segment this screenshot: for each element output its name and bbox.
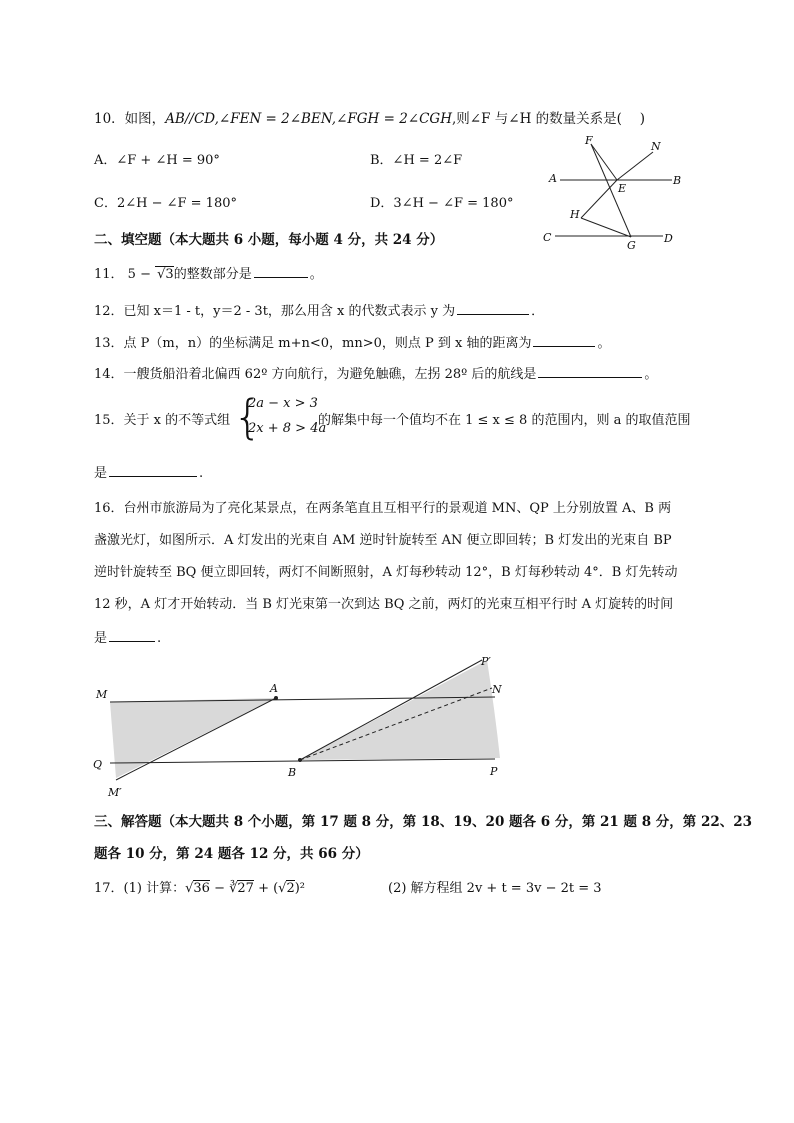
label-f: F [585, 134, 593, 147]
q11-answer-blank[interactable] [254, 276, 308, 278]
q12: 12．已知 x＝1 - t，y＝2 - 3t，那么用含 x 的代数式表示 y 为 ． [94, 304, 545, 319]
label-p: P [490, 765, 498, 778]
q14-answer-blank[interactable] [538, 376, 642, 378]
label-a: A [549, 172, 557, 185]
line-eh [581, 180, 617, 218]
section3-line1: 三、解答题（本大题共 8 个小题，第 17 题 8 分，第 18、19、20 题各 6 分，第 21 题 8 分，第 22、23 [94, 814, 753, 830]
label-b2: B [288, 766, 297, 779]
label-m: M [96, 688, 108, 701]
q16-figure [90, 652, 510, 802]
label-g: G [627, 239, 636, 250]
q14: 14．一艘货船沿着北偏西 62º 方向航行，为避免触礁，左拐 28º 后的航线是 。 [94, 367, 658, 382]
label-a2: A [270, 682, 278, 695]
q12-answer-blank[interactable] [457, 313, 529, 315]
q16-line1: 16．台州市旅游局为了亮化某景点，在两条笔直且互相平行的景观道 MN、QP 上分别放置 A、B 两 [94, 501, 672, 516]
section3-line2: 题各 10 分，第 24 题各 12 分，共 66 分） [94, 846, 369, 862]
line-hg [581, 218, 631, 237]
label-n2: N [492, 683, 502, 696]
q16-line2: 盏激光灯，如图所示．A 灯发出的光束自 AM 逆时针旋转至 AN 便立即回转；B 灯发出的光束自 BP [94, 533, 672, 548]
q15-line1: 2a − x > 3 [248, 396, 318, 411]
q10-figure [540, 128, 690, 250]
q17-part1: 17．(1) 计算：√36 − ∛27 + (√2)² [94, 881, 306, 896]
q13-answer-blank[interactable] [533, 345, 595, 347]
sqrt-sign: √ [185, 881, 194, 896]
q15-brace: { [233, 390, 263, 444]
label-p-prime: P′ [481, 655, 491, 668]
label-d: D [664, 232, 673, 245]
label-n: N [651, 140, 661, 153]
q10-stem: 10．如图，AB//CD,∠FEN = 2∠BEN,∠FGH = 2∠CGH,则∠F 与∠H 的数量关系是( ) [94, 111, 645, 127]
label-q: Q [93, 758, 103, 771]
q10-option-d: D．3∠H − ∠F = 180° [370, 196, 514, 211]
q13: 13．点 P（m，n）的坐标满足 m+n<0，mn>0，则点 P 到 x 轴的距离为 。 [94, 336, 611, 351]
sector-b [300, 660, 500, 760]
line-en [617, 152, 653, 180]
label-e: E [618, 182, 627, 195]
label-m-prime: M′ [108, 786, 122, 799]
q15-line2: 2x + 8 > 4a [248, 421, 327, 436]
q10-option-a: A．∠F + ∠H = 90° [94, 153, 220, 168]
q15-suffix: 的解集中每一个值均不在 1 ≤ x ≤ 8 的范围内，则 a 的取值范围 [318, 413, 691, 428]
q15-answer-blank[interactable] [109, 475, 197, 477]
point-a [274, 696, 278, 700]
sector-a [110, 698, 276, 778]
q17-part2: (2) 解方程组 2v + t = 3v − 2t = 3 [388, 881, 602, 896]
q16-answer-blank[interactable] [109, 640, 155, 642]
q10-option-b: B．∠H = 2∠F [370, 153, 463, 168]
label-b: B [673, 174, 682, 187]
section2-title: 二、填空题（本大题共 6 小题，每小题 4 分，共 24 分） [94, 232, 444, 248]
q15-cont: 是 . [94, 466, 204, 481]
q16-line5: 是 . [94, 631, 162, 646]
q16-line4: 12 秒，A 灯才开始转动．当 B 灯光束第一次到达 BQ 之前，两灯的光束互相平行时 A 灯旋转的时间 [94, 597, 674, 612]
q11-sqrt: √ [157, 267, 166, 282]
q16-line3: 逆时针旋转至 BQ 便立即回转，两灯不间断照射，A 灯每秒转动 12°，B 灯每秒转动 4°．B 灯先转动 [94, 565, 678, 580]
q10-option-c: C．2∠H − ∠F = 180° [94, 196, 237, 211]
q15-prefix: 15．关于 x 的不等式组 [94, 413, 231, 428]
point-b [298, 758, 302, 762]
q11: 11． 5 − √3的整数部分是 。 [94, 267, 323, 282]
label-h: H [570, 208, 580, 221]
label-c: C [543, 231, 552, 244]
